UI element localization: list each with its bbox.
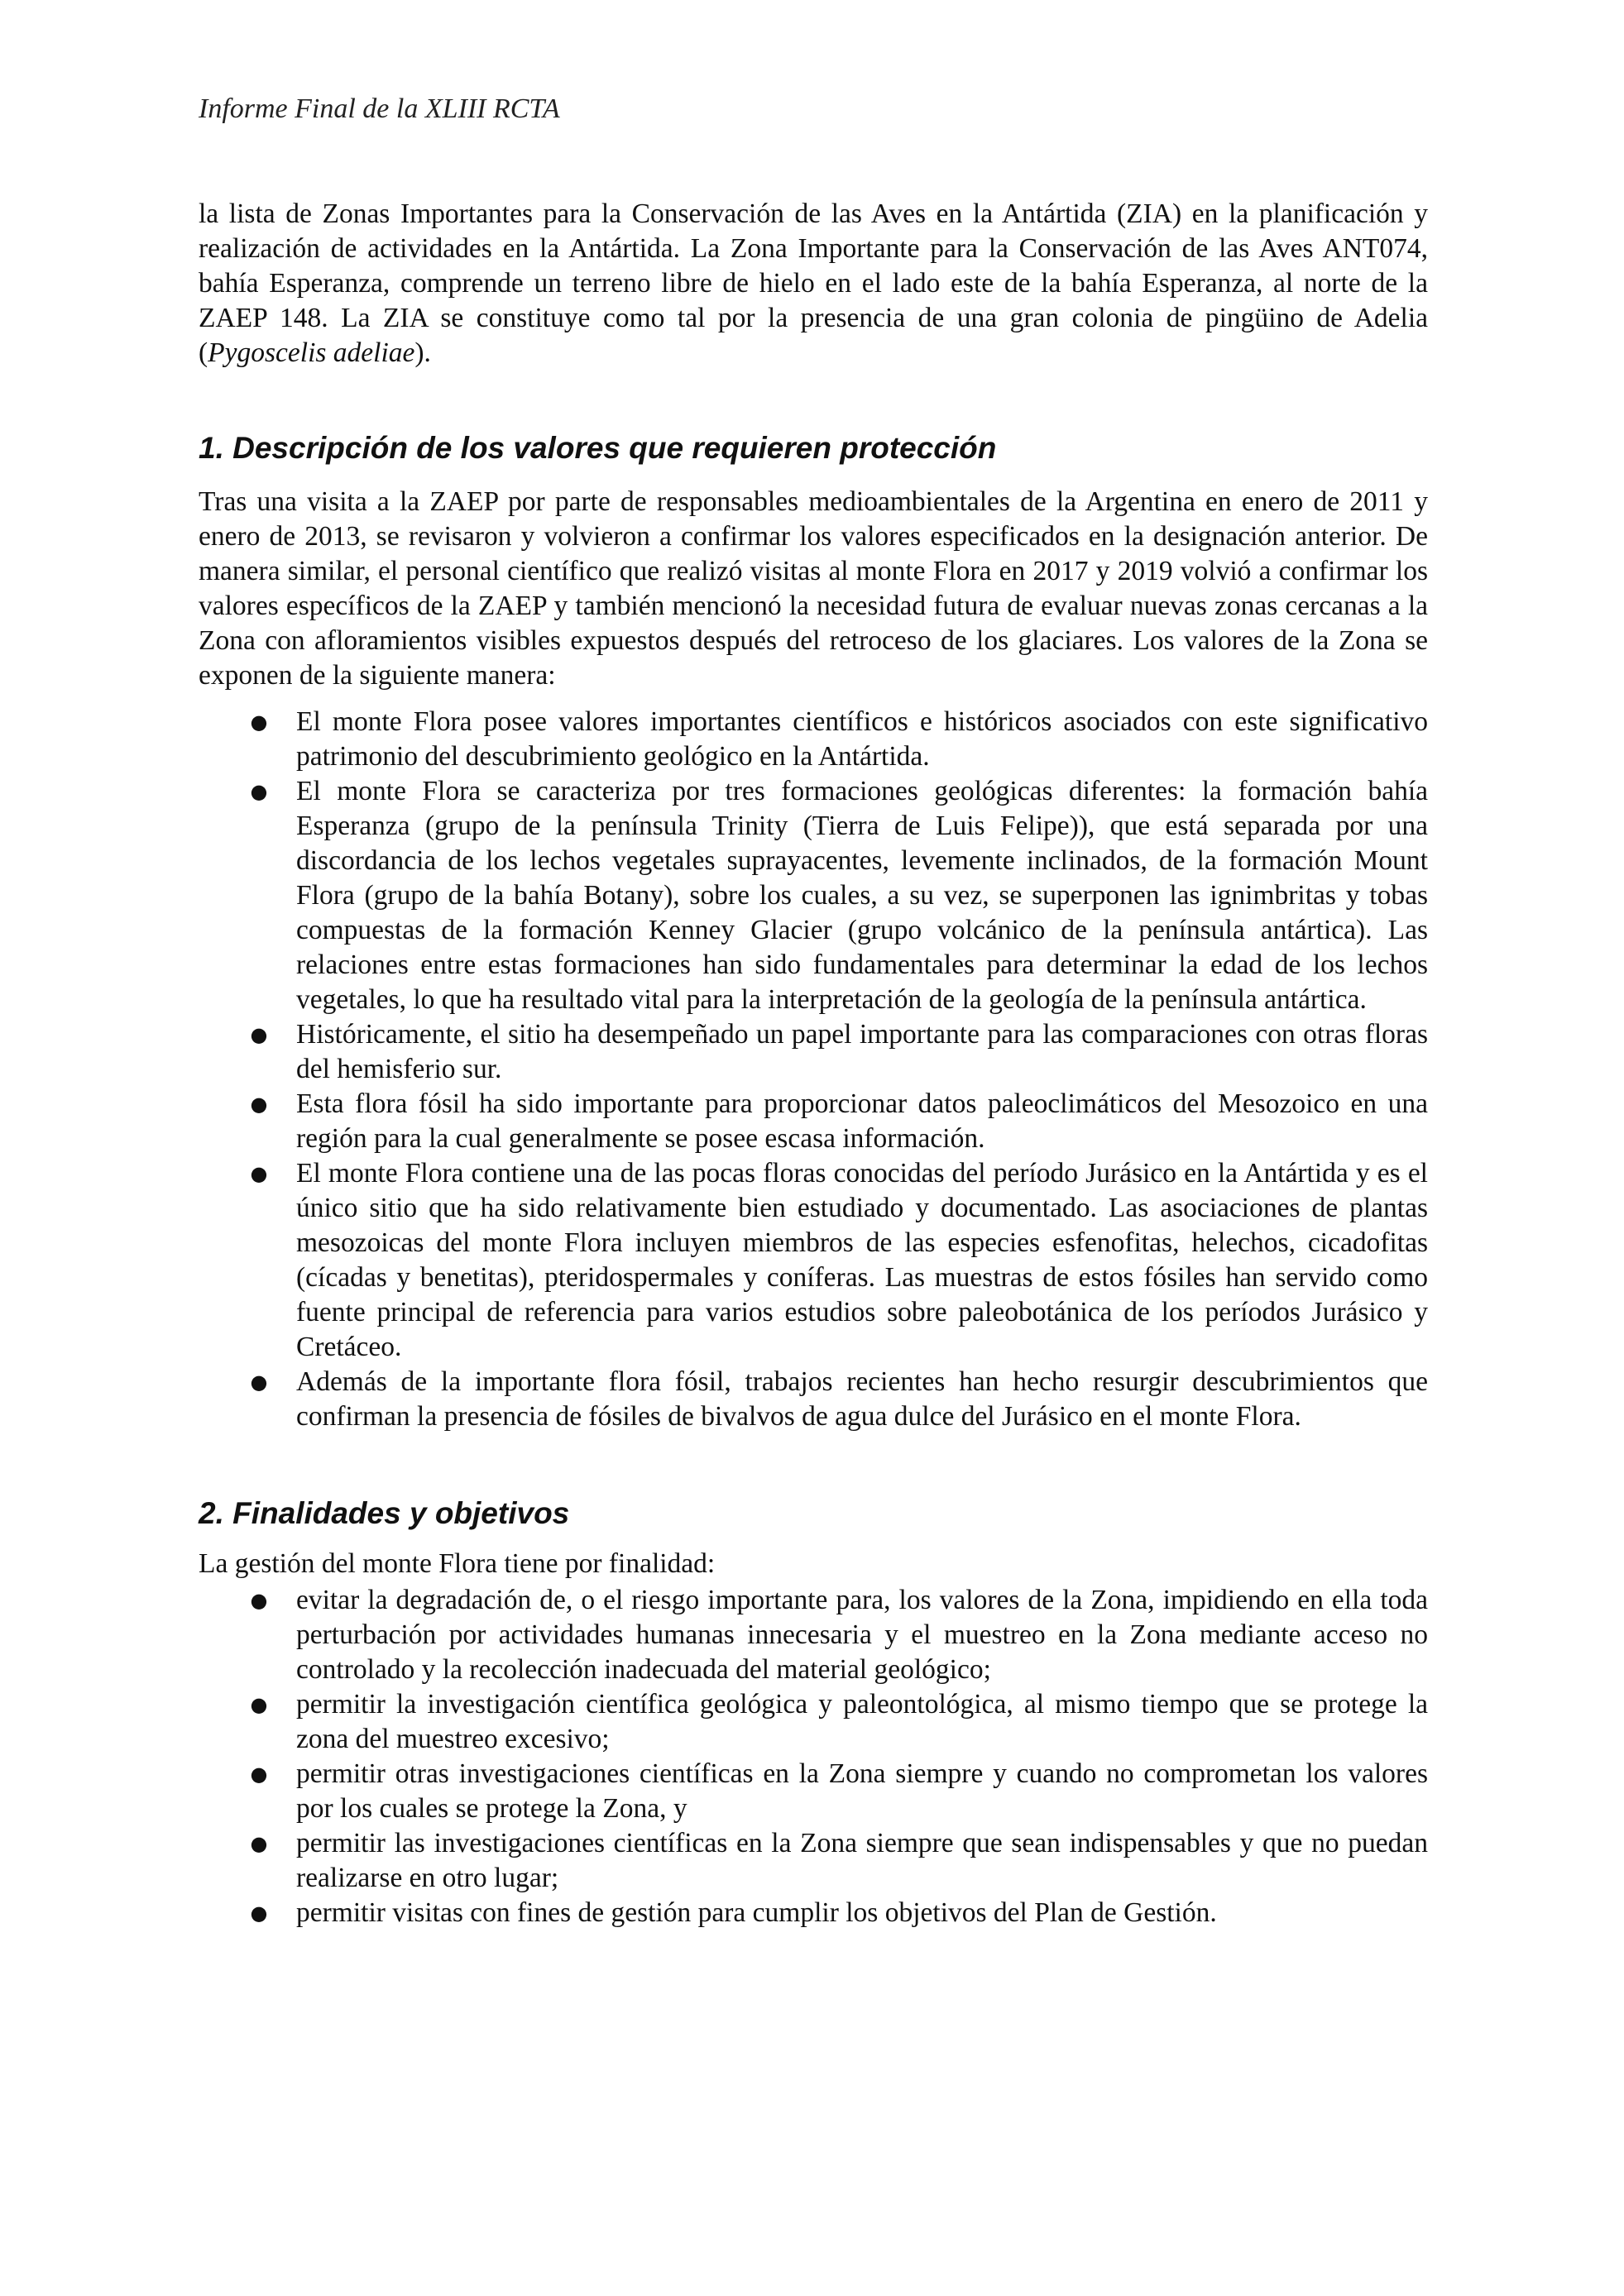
list-item-text: Esta flora fósil ha sido importante para proporcionar datos paleoclimáticos del Mesozoico en una región para la cual generalmente se posee escasa información. [296, 1088, 1428, 1154]
running-header: Informe Final de la XLIII RCTA [199, 93, 560, 124]
section-1-heading: 1. Descripción de los valores que requieren protección [199, 431, 997, 465]
section-2-heading: 2. Finalidades y objetivos [199, 1496, 570, 1530]
bullet-icon: ● [250, 1093, 268, 1116]
bullet-icon: ● [250, 1693, 268, 1716]
list-item-text: Además de la importante flora fósil, trabajos recientes han hecho resurgir descubrimientos que confirman la presencia de fósiles de bivalvos de agua dulce del Jurásico en el monte Flora. [296, 1366, 1428, 1432]
list-item [199, 1087, 1428, 1156]
species-name: Pygoscelis adeliae [208, 337, 415, 368]
page-content [199, 197, 1428, 1930]
bullet-icon: ● [250, 1589, 268, 1612]
list-item-text: permitir visitas con fines de gestión para cumplir los objetivos del Plan de Gestión. [296, 1897, 1217, 1928]
list-item-text: El monte Flora posee valores importantes científicos e históricos asociados con este significativo patrimonio del descubrimiento geológico en la Antártida. [296, 706, 1428, 772]
bullet-icon: ● [250, 710, 268, 734]
list-item-text: El monte Flora se caracteriza por tres formaciones geológicas diferentes: la formación bahía Esperanza (grupo de la península Trinity (Tierra de Luis Felipe)), que está separada por una discordancia de los lechos vegetales suprayacentes, levemente inclinados, de la formación Mount Flora (grupo de la bahía Botany), sobre los cuales, a su vez, se superponen las ignimbritas y tobas compuestas de la formación Kenney Glacier (grupo volcánico de la península antártica). Las relaciones entre estas formaciones han sido fundamentales para determinar la edad de los lechos vegetales, lo que ha resultado vital para la interpretación de la geología de la península antártica. [296, 776, 1428, 1015]
list-item-text: El monte Flora contiene una de las pocas floras conocidas del período Jurásico en la Antártida y es el único sitio que ha sido relativamente bien estudiado y documentado. Las asociaciones de plantas mesozoicas del monte Flora incluyen miembros de las especies esfenofitas, helechos, cicadofitas (cícadas y benetitas), pteridospermales y coníferas. Las muestras de estos fósiles han servido como fuente principal de referencia para varios estudios sobre paleobotánica de los períodos Jurásico y Cretáceo. [296, 1158, 1428, 1362]
list-item-text: permitir otras investigaciones científicas en la Zona siempre y cuando no comprometan los valores por los cuales se protege la Zona, y [296, 1758, 1428, 1824]
list-item [199, 1583, 1428, 1687]
list-item-text: permitir la investigación científica geológica y paleontológica, al mismo tiempo que se protege la zona del muestreo excesivo; [296, 1689, 1428, 1754]
list-item [199, 1757, 1428, 1826]
list-item-text: Históricamente, el sitio ha desempeñado un papel importante para las comparaciones con otras floras del hemisferio sur. [296, 1019, 1428, 1084]
section-2-bullet-list [199, 1583, 1428, 1930]
list-item [199, 1896, 1428, 1930]
bullet-icon: ● [250, 1370, 268, 1394]
bullet-icon: ● [250, 780, 268, 803]
intro-paragraph [199, 197, 1428, 371]
bullet-icon: ● [250, 1763, 268, 1786]
section-2-intro: La gestión del monte Flora tiene por finalidad: [199, 1548, 716, 1579]
section-1-paragraph: Tras una visita a la ZAEP por parte de responsables medioambientales de la Argentina en enero de 2011 y enero de 2013, se revisaron y volvieron a confirmar los valores especificados en la designación anterior. De manera similar, el personal científico que realizó visitas al monte Flora en 2017 y 2019 volvió a confirmar los valores específicos de la ZAEP y también mencionó la necesidad futura de evaluar nuevas zonas cercanas a la Zona con afloramientos visibles expuestos después del retroceso de los glaciares. Los valores de la Zona se exponen de la siguiente manera: [199, 486, 1428, 691]
list-item [199, 774, 1428, 1017]
list-item [199, 1017, 1428, 1087]
bullet-icon: ● [250, 1832, 268, 1855]
list-item [199, 1156, 1428, 1365]
bullet-icon: ● [250, 1162, 268, 1185]
intro-text-after: ). [414, 337, 431, 368]
bullet-icon: ● [250, 1023, 268, 1046]
list-item [199, 1687, 1428, 1757]
list-item-text: evitar la degradación de, o el riesgo importante para, los valores de la Zona, impidiendo en ella toda perturbación por actividades humanas innecesaria y el muestreo en la Zona mediante acceso no controlado y la recolección inadecuada del material geológico; [296, 1585, 1428, 1685]
list-item [199, 1365, 1428, 1434]
list-item [199, 1826, 1428, 1896]
section-1-bullet-list [199, 705, 1428, 1434]
bullet-icon: ● [250, 1901, 268, 1925]
list-item [199, 705, 1428, 774]
list-item-text: permitir las investigaciones científicas en la Zona siempre que sean indispensables y que no puedan realizarse en otro lugar; [296, 1828, 1428, 1893]
intro-text-before: la lista de Zonas Importantes para la Conservación de las Aves en la Antártida (ZIA) en la planificación y realización de actividades en la Antártida. La Zona Importante para la Conservación de las Aves ANT074, bahía Esperanza, comprende un terreno libre de hielo en el lado este de la bahía Esperanza, al norte de la ZAEP 148. La ZIA se constituye como tal por la presencia de una gran colonia de pingüino de Adelia ( [199, 199, 1428, 368]
